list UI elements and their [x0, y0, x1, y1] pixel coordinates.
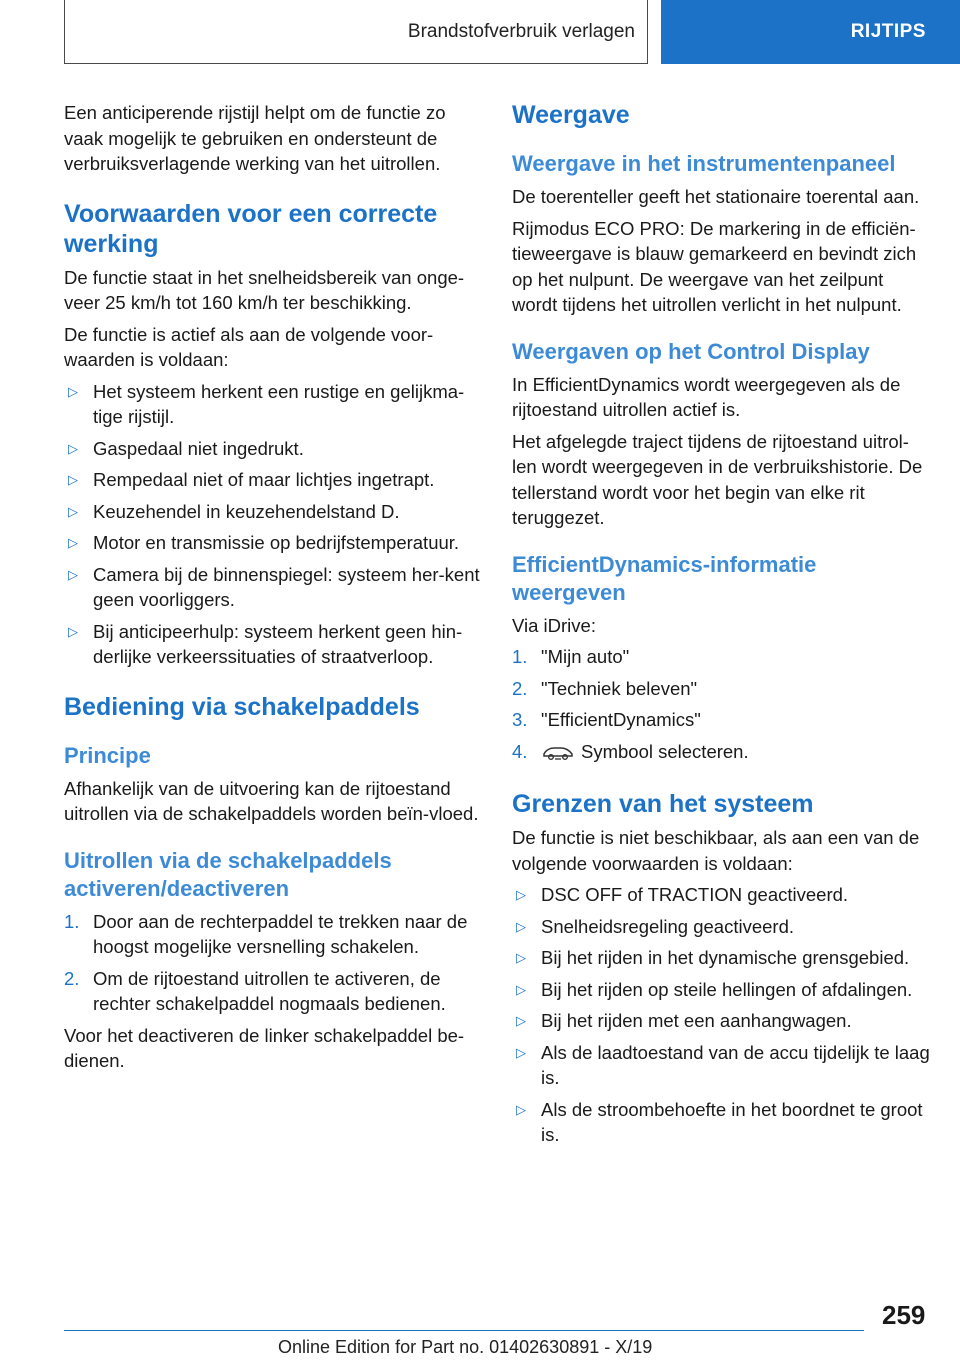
- step-number: 1.: [512, 646, 528, 667]
- left-column: [64, 100, 480, 1080]
- list-item: ▷ Bij het rijden met een aanhangwagen.: [512, 1008, 932, 1034]
- paragraph-via-idrive: Via iDrive:: [512, 614, 596, 636]
- list-item: 2. "Techniek beleven": [512, 676, 932, 702]
- heading-bediening: Bediening via schakelpaddels: [64, 692, 420, 721]
- triangle-bullet-icon: ▷: [68, 535, 78, 550]
- heading-principe: Principe: [64, 742, 151, 768]
- triangle-bullet-icon: ▷: [516, 1101, 526, 1117]
- list-item: ▷ Gaspedaal niet ingedrukt.: [64, 436, 480, 462]
- footer-divider: [64, 1330, 864, 1331]
- right-column: [512, 100, 932, 1154]
- heading-control-display: Weergaven op het Control Display: [512, 338, 870, 364]
- triangle-bullet-icon: ▷: [516, 887, 526, 902]
- list-item: 2. Om de rijtoestand uitrollen te activeren, de rechter schakelpaddel nogmaals bedienen.: [64, 967, 446, 1014]
- list-item: 1. "Mijn auto": [512, 644, 932, 670]
- list-item: ▷ Als de laadtoestand van de accu tijdelijk te laag is.: [516, 1041, 930, 1088]
- step-number: 2.: [64, 967, 80, 989]
- intro-paragraph: Een anticiperende rijstijl helpt om de functie zo vaak mogelijk te gebruiken en ondersteunt de verbruiksverlagende werking van het uitrollen.: [64, 102, 446, 174]
- list-item: ▷ Als de stroombehoefte in het boordnet te groot is.: [516, 1098, 923, 1145]
- step-number: 4.: [512, 740, 528, 762]
- section-title: Brandstofverbruik verlagen: [407, 20, 635, 42]
- limits-list: [512, 882, 932, 1148]
- paragraph-rijmodus: Rijmodus ECO PRO: De markering in de efficiën-tieweergave is blauw gemarkeerd en bevindt zich op het nulpunt. De weergave van het zeilpunt wordt tijdens het uitrollen verlicht in het nulpunt.: [512, 217, 917, 315]
- paragraph-grenzen: De functie is niet beschikbaar, als aan een van de volgende voorwaarden is voldaan:: [512, 827, 920, 874]
- paragraph-efficientdynamics: In EfficientDynamics wordt weergegeven als de rijtoestand uitrollen actief is.: [512, 373, 901, 420]
- chapter-title: RIJTIPS: [850, 21, 926, 42]
- conditions-list: [64, 379, 480, 670]
- list-item: 4. Symbool selecteren.: [512, 739, 932, 768]
- triangle-bullet-icon: ▷: [68, 623, 78, 639]
- list-item: ▷ Keuzehendel in keuzehendelstand D.: [64, 499, 480, 525]
- triangle-bullet-icon: ▷: [68, 472, 78, 487]
- steps-list: [64, 909, 480, 1017]
- paragraph-actief: De functie is actief als aan de volgende voor-waarden is voldaan:: [64, 323, 434, 370]
- paragraph-snelheid: De functie staat in het snelheidsbereik van onge-veer 25 km/h tot 160 km/h ter beschikking.: [64, 266, 465, 313]
- triangle-bullet-icon: ▷: [516, 1013, 526, 1028]
- triangle-bullet-icon: ▷: [68, 503, 78, 519]
- paragraph-traject: Het afgelegde traject tijdens de rijtoestand uitrol-len wordt weergegeven in de verbruikshistorie. De tellerstand wordt voor het begin van elke rit teruggezet.: [512, 430, 923, 528]
- triangle-bullet-icon: ▷: [516, 950, 526, 965]
- triangle-bullet-icon: ▷: [516, 918, 526, 934]
- heading-informatie: EfficientDynamics-informatie weergeven: [512, 551, 817, 605]
- heading-uitrollen: Uitrollen via de schakelpaddels activeren/deactiveren: [64, 847, 392, 901]
- triangle-bullet-icon: ▷: [68, 440, 78, 456]
- list-item: ▷ DSC OFF of TRACTION geactiveerd.: [512, 882, 932, 908]
- step-number: 3.: [512, 709, 528, 730]
- header-chapter-tab: [661, 0, 960, 64]
- step-number: 1.: [64, 910, 80, 932]
- list-item: ▷ Bij het rijden in het dynamische grensgebied.: [512, 945, 932, 971]
- list-item: ▷ Motor en transmissie op bedrijfstemperatuur.: [64, 530, 480, 556]
- paragraph-toerenteller: De toerenteller geeft het stationaire toerental aan.: [512, 186, 920, 207]
- paragraph-principe: Afhankelijk van de uitvoering kan de rijtoestand uitrollen via de schakelpaddels worden beïn-vloed.: [64, 777, 479, 824]
- list-item: ▷ Het systeem herkent een rustige en gelijkma-tige rijstijl.: [68, 380, 465, 427]
- list-item: 1. Door aan de rechterpaddel te trekken naar de hoogst mogelijke versnelling schakelen.: [64, 910, 468, 957]
- triangle-bullet-icon: ▷: [516, 1044, 526, 1060]
- heading-grenzen: Grenzen van het systeem: [512, 790, 814, 818]
- list-item: ▷ Snelheidsregeling geactiveerd.: [512, 914, 932, 940]
- list-item: 3. "EfficientDynamics": [512, 707, 932, 733]
- page-number: 259: [882, 1300, 926, 1330]
- coasting-car-icon: [541, 742, 575, 768]
- header-section-title: [64, 0, 648, 64]
- edition-note: Online Edition for Part no. 01402630891 - X/19: [278, 1337, 653, 1357]
- triangle-bullet-icon: ▷: [68, 566, 78, 582]
- step-number: 2.: [512, 677, 528, 699]
- paragraph-deactiveren: Voor het deactiveren de linker schakelpaddel be-dienen.: [64, 1024, 465, 1071]
- list-item: ▷ Rempedaal niet of maar lichtjes ingetrapt.: [64, 467, 480, 493]
- heading-instrumentenpaneel: Weergave in het instrumentenpaneel: [512, 151, 896, 176]
- triangle-bullet-icon: ▷: [68, 383, 78, 399]
- triangle-bullet-icon: ▷: [516, 981, 526, 997]
- list-item: ▷ Bij het rijden op steile hellingen of afdalingen.: [512, 977, 932, 1003]
- idrive-steps-list: [512, 644, 932, 767]
- heading-voorwaarden: Voorwaarden voor een correcte werking: [64, 199, 438, 258]
- list-item: ▷ Camera bij de binnenspiegel: systeem her-kent geen voorliggers.: [68, 563, 480, 610]
- heading-weergave: Weergave: [512, 101, 630, 129]
- list-item: ▷ Bij anticipeerhulp: systeem herkent geen hin-derlijke verkeerssituaties of straatverloop.: [68, 620, 463, 667]
